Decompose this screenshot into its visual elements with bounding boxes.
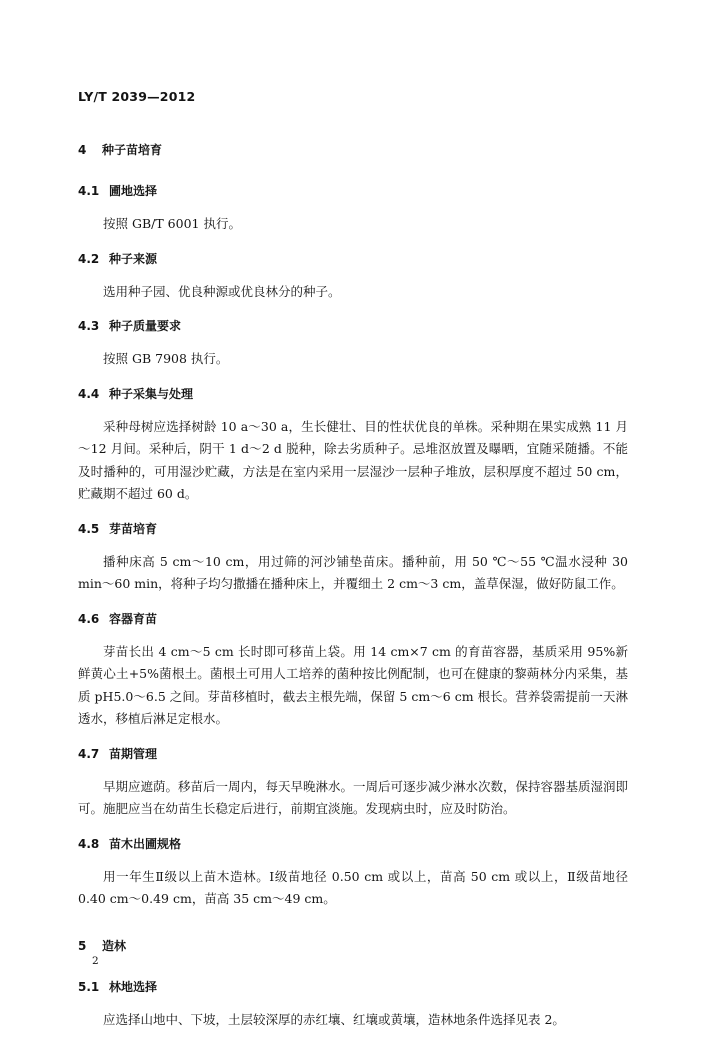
clause-4-6-text: 芽苗长出 4 cm～5 cm 长时即可移苗上袋。用 14 cm×7 cm 的育苗容器，基质采用 95%新鲜黄心土+5%菌根土。菌根土可用人工培养的菌种按比例配制，也可在健康的黎蒴林分内采集，基质 pH5.0～6.5 之间。芽苗移植时，截去主根先端，保留 5 cm～6 cm 根长。营养袋需提前一天淋透水，移植后淋足定根水。 <box>78 643 628 726</box>
clause-4-7-heading <box>78 745 628 762</box>
clause-4-2-text: 选用种子园、优良种源或优良林分的种子。 <box>103 283 341 299</box>
clause-4-2-heading <box>78 250 628 267</box>
clause-4-3-text: 按照 GB 7908 执行。 <box>103 351 229 366</box>
clause-4-1-heading <box>78 182 628 199</box>
section-title: 造林 <box>102 938 127 953</box>
clause-4-4-heading <box>78 385 628 402</box>
clause-title: 种子采集与处理 <box>109 386 194 401</box>
page-number: 2 <box>92 955 99 967</box>
clause-number: 4.1 <box>78 184 100 198</box>
clause-title: 苗期管理 <box>109 746 158 761</box>
section-4-heading <box>78 141 628 158</box>
section-title: 种子苗培育 <box>102 143 163 157</box>
clause-5-1-heading <box>78 978 628 995</box>
clause-4-1-text: 按照 GB/T 6001 执行。 <box>103 216 241 231</box>
clause-4-8-heading <box>78 835 628 852</box>
clause-number: 4.6 <box>78 611 100 626</box>
clause-4-4-text: 采种母树应选择树龄 10 a～30 a，生长健壮、目的性状优良的单株。采种期在果实成熟 11 月～12 月间。采种后，阴干 1 d～2 d 脱种，除去劣质种子。忌堆沤放置及曝晒，宜随采随播。不能及时播种的，可用湿沙贮藏，方法是在室内采用一层湿沙一层种子堆放，层积厚度不超过 50 cm，贮藏期不超过 60 d。 <box>78 418 628 501</box>
clause-title: 圃地选择 <box>109 184 158 198</box>
clause-number: 4.3 <box>78 319 100 333</box>
section-number: 5 <box>78 938 87 953</box>
clause-number: 4.2 <box>78 251 100 266</box>
clause-4-7-text: 早期应遮荫。移苗后一周内，每天早晚淋水。一周后可逐步减少淋水次数，保持容器基质湿润即可。施肥应当在幼苗生长稳定后进行，前期宜淡施。发现病虫时，应及时防治。 <box>78 778 629 816</box>
clause-title: 种子来源 <box>109 251 158 266</box>
section-number: 4 <box>78 143 87 157</box>
section-5-heading <box>78 937 628 954</box>
clause-number: 4.8 <box>78 836 100 851</box>
clause-5-1-text: 应选择山地中、下坡，土层较深厚的赤红壤、红壤或黄壤，造林地条件选择见表 2。 <box>103 1011 565 1027</box>
document-code: LY/T 2039—2012 <box>78 89 196 104</box>
clause-4-5-text: 播种床高 5 cm～10 cm，用过筛的河沙铺垫苗床。播种前，用 50 ℃～55 ℃温水浸种 30 min～60 min，将种子均匀撒播在播种床上，并覆细土 2 cm～3 cm，盖草保湿，做好防鼠工作。 <box>78 553 628 591</box>
clause-number: 5.1 <box>78 979 100 994</box>
clause-number: 4.5 <box>78 521 100 536</box>
clause-4-5-heading <box>78 520 628 537</box>
clause-title: 林地选择 <box>109 979 158 994</box>
clause-title: 容器育苗 <box>109 611 158 626</box>
clause-title: 种子质量要求 <box>109 319 182 333</box>
clause-number: 4.7 <box>78 746 100 761</box>
clause-4-6-heading <box>78 610 628 627</box>
clause-number: 4.4 <box>78 386 100 401</box>
clause-title: 苗木出圃规格 <box>109 836 182 851</box>
clause-4-8-text: 用一年生Ⅱ级以上苗木造林。Ⅰ级苗地径 0.50 cm 或以上，苗高 50 cm 或以上，Ⅱ级苗地径 0.40 cm～0.49 cm，苗高 35 cm～49 cm。 <box>78 868 628 906</box>
page-body <box>78 141 628 1045</box>
clause-4-3-heading <box>78 317 628 334</box>
clause-title: 芽苗培育 <box>109 521 158 536</box>
